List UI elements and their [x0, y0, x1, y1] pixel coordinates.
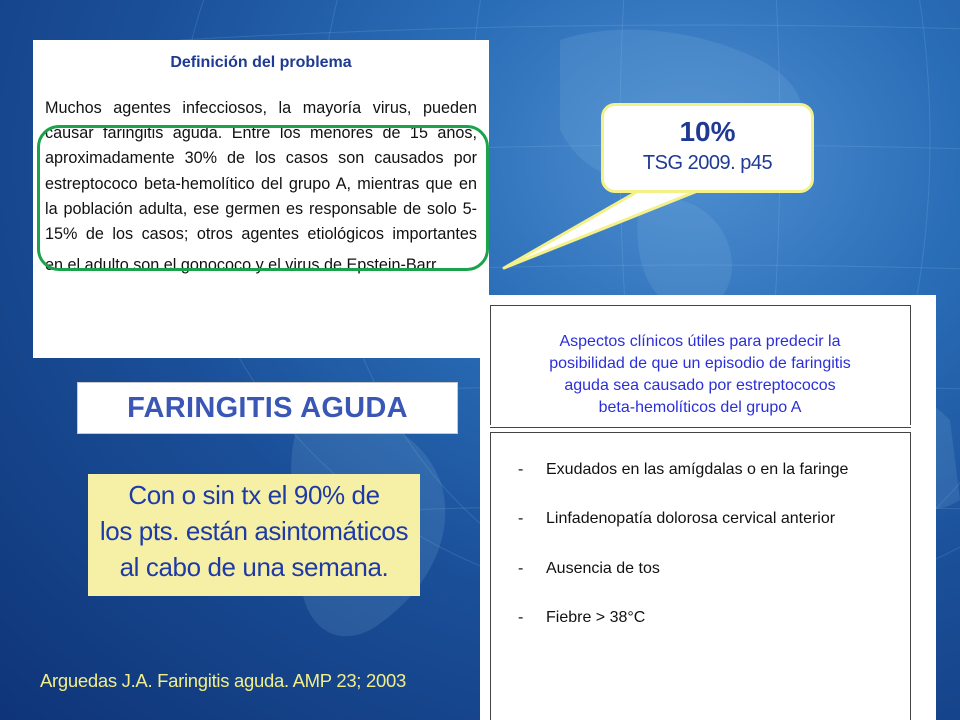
definition-paragraph-end: en el adulto son el gonococo y el virus de Epstein-Barr. — [45, 256, 441, 275]
criteria-divider — [490, 427, 911, 428]
summary-box — [88, 474, 420, 596]
criteria-heading-line-3: aguda sea causado por estreptococos — [564, 377, 836, 394]
definition-heading: Definición del problema — [170, 54, 352, 71]
criteria-panel — [480, 295, 936, 720]
callout-reference: TSG 2009. p45 — [642, 152, 773, 174]
title-box — [77, 382, 458, 434]
bullet-dash: - — [518, 609, 524, 626]
summary-line-1: Con o sin tx el 90% de — [128, 480, 380, 510]
criteria-item — [518, 557, 898, 581]
criteria-item-text: Fiebre > 38°C — [546, 609, 646, 626]
slide-title: FARINGITIS AGUDA — [127, 391, 408, 424]
bullet-dash: - — [518, 510, 524, 527]
criteria-item-text: Linfadenopatía dolorosa cervical anterior — [546, 510, 836, 527]
criteria-heading-line-4: beta-hemolíticos del grupo A — [598, 399, 802, 416]
callout-bubble — [601, 103, 814, 193]
definition-paragraph: Muchos agentes infecciosos, la mayoría virus, pueden causar faringitis aguda. Entre los menores de 15 años, aproximadamente 30% de los casos son causados por estreptococo beta-hemolítico del grupo A, mientras que en la población adulta, ese germen es responsable de solo 5-15% de los casos; otros agentes etiológicos importantes — [45, 99, 477, 244]
criteria-item — [518, 606, 898, 630]
bullet-dash: - — [518, 560, 524, 577]
criteria-item-text: Exudados en las amígdalas o en la faringe — [546, 461, 849, 478]
summary-line-3: al cabo de una semana. — [119, 552, 389, 582]
bullet-dash: - — [518, 461, 524, 478]
criteria-item — [518, 507, 898, 531]
criteria-heading — [500, 331, 900, 419]
criteria-list — [518, 458, 898, 630]
criteria-item — [518, 458, 898, 482]
highlight-oval — [37, 125, 489, 271]
criteria-item-text: Ausencia de tos — [546, 560, 660, 577]
criteria-heading-line-2: posibilidad de que un episodio de faringitis — [549, 355, 851, 372]
criteria-heading-line-1: Aspectos clínicos útiles para predecir la — [559, 333, 841, 350]
summary-line-2: los pts. están asintomáticos — [99, 516, 409, 546]
citation: Arguedas J.A. Faringitis aguda. AMP 23; 2003 — [40, 670, 406, 691]
callout-percentage: 10% — [679, 116, 736, 147]
